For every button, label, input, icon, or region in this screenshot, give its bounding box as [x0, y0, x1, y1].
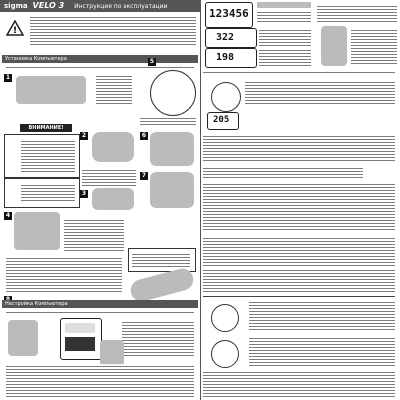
speed-display [207, 112, 239, 130]
sensor-illustration [92, 188, 134, 210]
wheel-size-display [205, 28, 257, 48]
right-top-text [317, 4, 397, 24]
warning-icon [6, 20, 24, 36]
right-divider [203, 296, 395, 297]
warning-title: ВНИМАНИЕ! [20, 124, 72, 132]
clock-display [205, 48, 257, 68]
mode-button-illustration [211, 304, 239, 332]
step-6-badge: 6 [141, 132, 147, 139]
device-side-text [351, 28, 397, 64]
set-button-illustration [211, 340, 239, 368]
odometer-text [257, 10, 311, 24]
settings-intro-text [6, 310, 194, 315]
parts-list [96, 74, 132, 106]
battery-illustration [100, 340, 124, 366]
speed-value: 205 [213, 115, 230, 125]
right-column [201, 0, 400, 400]
wheel-size-text [259, 28, 311, 46]
install-intro-text [6, 65, 194, 70]
mount-caption [82, 168, 136, 186]
settings-section-title: Настройка Компьютера [5, 301, 68, 307]
doc-title: Инструкция по эксплуатации [74, 3, 168, 10]
parts-illustration [16, 76, 86, 104]
settings-text [6, 364, 194, 398]
hand-illustration [8, 320, 38, 356]
function-text-1 [203, 134, 395, 162]
step-1-badge: 1 [5, 74, 11, 81]
odometer-display [205, 2, 253, 28]
function-text-4 [203, 236, 395, 266]
wheel-caption [140, 116, 196, 126]
title-bar [0, 0, 200, 12]
device-front-illustration [60, 318, 102, 360]
function-text-2 [203, 166, 363, 180]
wheel-illustration [150, 70, 196, 116]
clock-text [259, 48, 311, 66]
wheel-size-value: 322 [216, 32, 235, 43]
mode-text [249, 300, 395, 330]
install-text [6, 256, 122, 292]
clock-value: 198 [216, 52, 235, 63]
model-name: VELO 3 [32, 1, 65, 10]
set-text [249, 336, 395, 366]
settings-list [122, 320, 194, 358]
step-3-badge: 3 [81, 190, 87, 197]
settings-subheading [203, 70, 395, 75]
warning-box-2 [4, 178, 80, 208]
odometer-value: 123456 [209, 7, 249, 20]
intro-text [30, 15, 196, 45]
svg-text:!: ! [12, 26, 18, 36]
button-illustration [211, 82, 241, 112]
warning-box [4, 134, 80, 178]
cable-illustration [150, 172, 194, 208]
footer-text [203, 370, 395, 398]
step-7-badge: 7 [141, 172, 147, 179]
button-text [245, 80, 395, 104]
function-text-5 [203, 268, 395, 292]
install-section-bar [2, 55, 198, 63]
step-5-badge: 5 [149, 58, 155, 65]
settings-section-bar [2, 300, 198, 308]
step-2-badge: 2 [81, 132, 87, 139]
bracket-illustration [14, 212, 60, 250]
bracket-caption [64, 218, 124, 252]
step-4-badge: 4 [5, 212, 11, 219]
install-section-title: Установка Компьютера [5, 56, 67, 62]
magnet-illustration [150, 132, 194, 166]
mount-illustration [92, 132, 134, 162]
brand-logo: sigma [4, 2, 28, 10]
device-side-illustration [321, 26, 347, 66]
odometer-label [257, 2, 311, 8]
function-text-3 [203, 182, 395, 232]
